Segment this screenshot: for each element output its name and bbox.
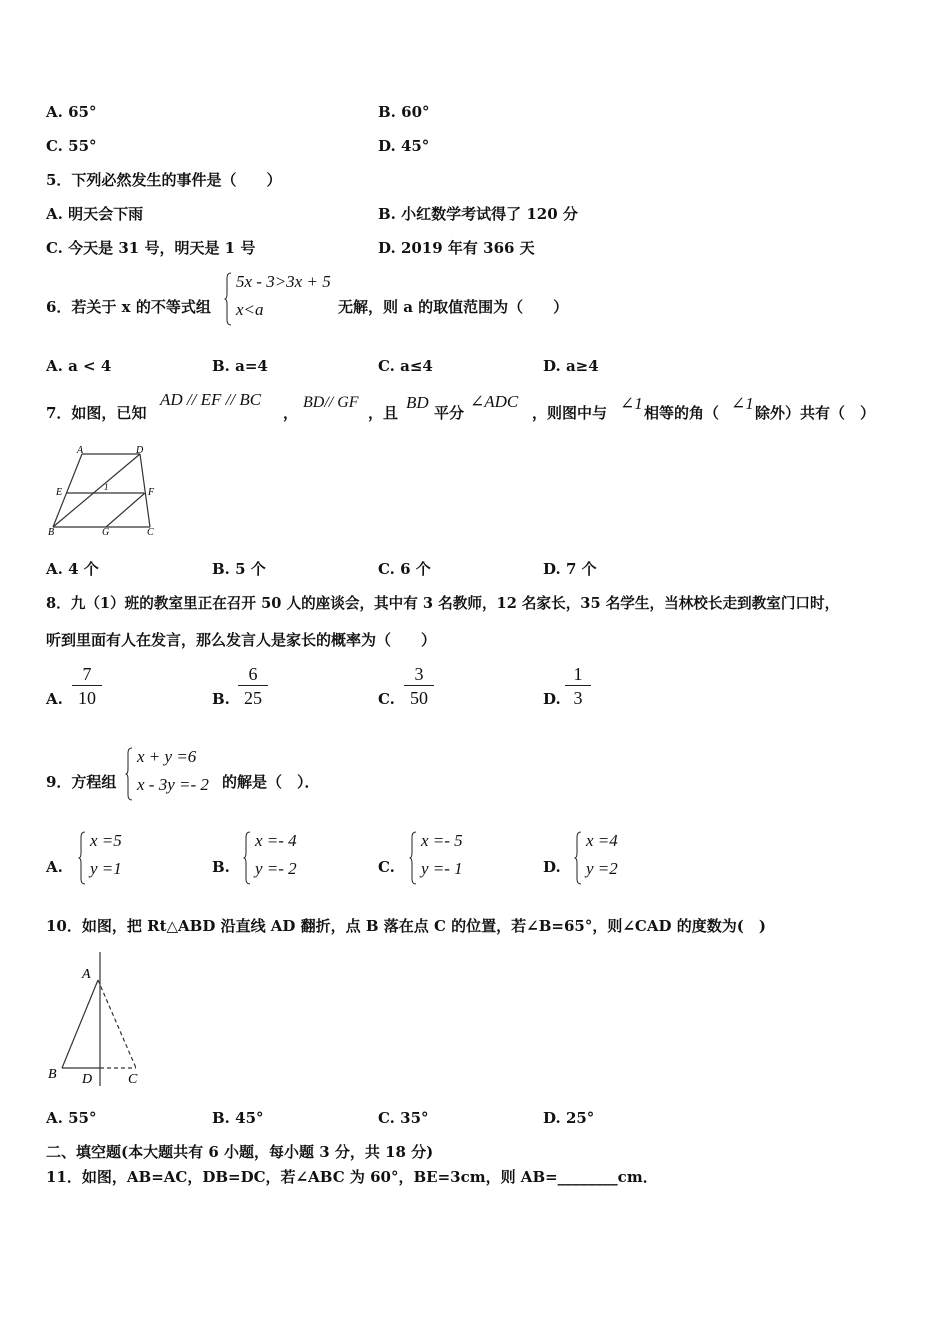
q7-stem-part4: 平分 xyxy=(434,404,465,422)
q6-system-row2: x<a xyxy=(236,300,264,319)
q5-stem: 5．下列必然发生的事件是（ ） xyxy=(46,171,282,189)
q8-option-b-fraction: $\frac{6}{25}$ xyxy=(238,663,268,708)
q9-option-b-row2: y =- 2 xyxy=(255,859,297,878)
q10-label-d: D xyxy=(82,1072,93,1087)
q8-option-c-key: C. xyxy=(378,690,395,708)
section2-heading: 二、填空题(本大题共有 6 小题，每小题 3 分，共 18 分) xyxy=(46,1143,434,1161)
q7-stem-part3: ，且 xyxy=(368,404,399,422)
q7-label-b: B xyxy=(48,527,55,536)
q10-option-a: A. 55° xyxy=(46,1109,97,1127)
q10-option-c: C. 35° xyxy=(378,1109,429,1127)
q9-stem-end: 的解是（ ）． xyxy=(222,773,320,791)
q5-option-d: D. 2019 年有 366 天 xyxy=(378,239,535,257)
q6-stem-end: 无解，则 a 的取值范围为（ ） xyxy=(338,298,569,316)
q8-option-d-fraction: $\frac{1}{3}$ xyxy=(565,663,591,708)
q7-label-g: G xyxy=(102,527,110,536)
q6-system-row1: 5x - 3>3x + 5 xyxy=(236,272,331,291)
q9-option-c-key: C. xyxy=(378,858,395,876)
q7-option-d: D. 7 个 xyxy=(543,560,597,578)
q7-trapezoid-figure xyxy=(44,442,164,536)
q6-option-c: C. a≤4 xyxy=(378,357,433,375)
q7-option-b: B. 5 个 xyxy=(212,560,266,578)
q9-option-b-key: B. xyxy=(212,858,230,876)
q7-math-angle1-b: ∠1 xyxy=(731,394,754,413)
q10-label-b: B xyxy=(48,1067,57,1082)
q9-option-d-row2: y =2 xyxy=(586,859,618,878)
q5-option-a: A. 明天会下雨 xyxy=(46,205,144,223)
q7-label-e: E xyxy=(56,487,63,498)
q10-triangle-figure xyxy=(44,950,148,1092)
q4-option-b: B. 60° xyxy=(378,103,430,121)
q9-option-d-system xyxy=(574,831,634,887)
q7-math-parallel: AD // EF // BC xyxy=(160,390,262,409)
q6-option-a: A. a < 4 xyxy=(46,357,112,375)
q8-option-d-key: D. xyxy=(543,690,561,708)
q4-option-c: C. 55° xyxy=(46,137,97,155)
q9-equation-system xyxy=(125,747,225,803)
q9-option-c-system xyxy=(409,831,479,887)
q10-stem: 10．如图，把 Rt△ABD 沿直线 AD 翻折，点 B 落在点 C 的位置，若∠B=65°，则∠CAD 的度数为( ) xyxy=(46,917,766,935)
q9-option-d-row1: x =4 xyxy=(586,831,618,850)
q7-stem-part2: ， xyxy=(283,404,299,422)
q6-stem-start: 6．若关于 x 的不等式组 xyxy=(46,298,211,316)
q5-option-b: B. 小红数学考试得了 120 分 xyxy=(378,205,578,223)
q7-label-c: C xyxy=(147,527,154,536)
q9-system-row1: x + y =6 xyxy=(137,747,197,766)
q7-stem-part6: 相等的角（ xyxy=(644,404,720,422)
q8-stem-line2: 听到里面有人在发言，那么发言人是家长的概率为（ ） xyxy=(46,631,437,649)
q7-label-f: F xyxy=(148,487,155,498)
q8-option-a-key: A. xyxy=(46,690,63,708)
q7-label-a: A xyxy=(77,445,84,456)
q10-option-d: D. 25° xyxy=(543,1109,595,1127)
q9-option-c-row1: x =- 5 xyxy=(421,831,463,850)
q7-option-a: A. 4 个 xyxy=(46,560,99,578)
q9-system-row2: x - 3y =- 2 xyxy=(137,775,209,794)
q7-math-angle1-a: ∠1 xyxy=(620,394,643,413)
q9-option-b-system xyxy=(243,831,313,887)
q6-option-b: B. a=4 xyxy=(212,357,268,375)
q9-option-d-key: D. xyxy=(543,858,561,876)
brace-icon xyxy=(243,831,251,885)
q9-option-c-row2: y =- 1 xyxy=(421,859,463,878)
q9-option-a-row1: x =5 xyxy=(90,831,122,850)
q7-math-angle-adc: ∠ADC xyxy=(470,392,519,411)
q9-stem-start: 9．方程组 xyxy=(46,773,117,791)
q7-option-c: C. 6 个 xyxy=(378,560,431,578)
q8-option-b-key: B. xyxy=(212,690,230,708)
q6-option-d: D. a≥4 xyxy=(543,357,599,375)
q8-option-a-fraction: $\frac{7}{10}$ xyxy=(72,663,102,708)
q8-stem-line1: 8．九（1）班的教室里正在召开 50 人的座谈会，其中有 3 名教师，12 名家长，35 名学生，当林校长走到教室门口时， xyxy=(46,595,840,612)
q10-option-b: B. 45° xyxy=(212,1109,264,1127)
brace-icon xyxy=(224,272,232,326)
q9-option-b-row1: x =- 4 xyxy=(255,831,297,850)
q7-label-d: D xyxy=(136,445,144,456)
q5-option-c: C. 今天是 31 号，明天是 1 号 xyxy=(46,239,256,257)
brace-icon xyxy=(125,747,133,801)
q8-option-c-fraction: $\frac{3}{50}$ xyxy=(404,663,434,708)
q4-option-a: A. 65° xyxy=(46,103,97,121)
q4-option-d: D. 45° xyxy=(378,137,430,155)
q10-label-c: C xyxy=(128,1072,138,1087)
q7-math-bd: BD xyxy=(406,393,429,412)
brace-icon xyxy=(409,831,417,885)
q6-inequality-system xyxy=(224,272,344,328)
q9-option-a-key: A. xyxy=(46,858,63,876)
q7-stem-part7: 除外）共有（ ） xyxy=(755,404,876,422)
q7-math-bd-gf: BD// GF xyxy=(303,394,359,411)
q7-label-1: 1 xyxy=(104,482,109,492)
q11-stem: 11．如图，AB=AC，DB=DC，若∠ABC 为 60°，BE=3cm，则 AB=________cm． xyxy=(46,1168,658,1186)
q10-label-a: A xyxy=(82,967,91,982)
q7-stem-part5: ，则图中与 xyxy=(532,404,608,422)
q9-option-a-system xyxy=(78,831,138,887)
brace-icon xyxy=(574,831,582,885)
q7-stem-part1: 7．如图，已知 xyxy=(46,404,147,422)
q9-option-a-row2: y =1 xyxy=(90,859,122,878)
brace-icon xyxy=(78,831,86,885)
